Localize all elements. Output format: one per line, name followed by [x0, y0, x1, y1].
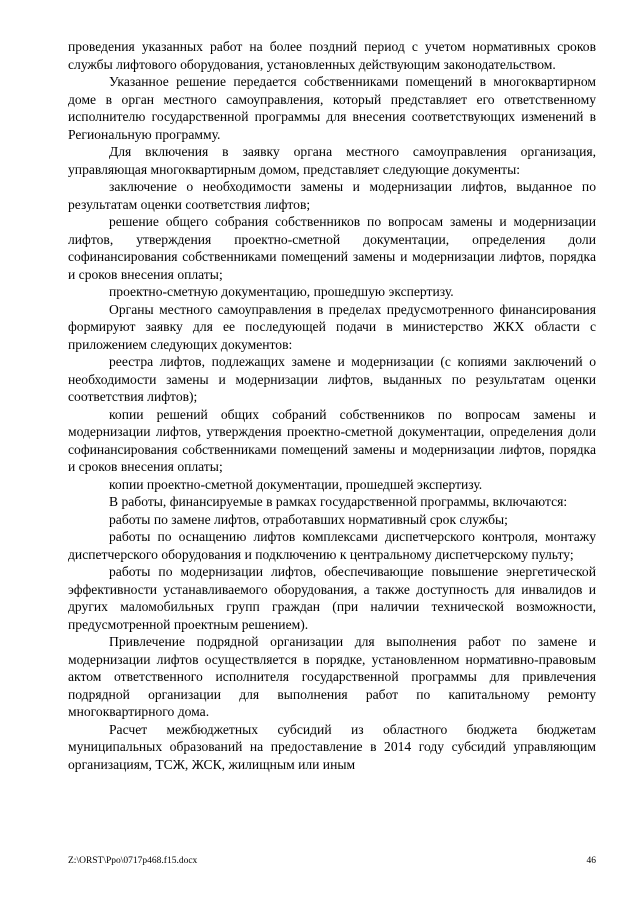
paragraph: В работы, финансируемые в рамках государственной программы, включаются: — [109, 494, 568, 509]
paragraph: работы по замене лифтов, отработавших нормативный срок службы; — [109, 511, 508, 527]
document-body — [68, 38, 596, 773]
paragraph: решение общего собрания собственников по вопросам замены и модернизации лифтов, утверждения проектно-сметной документации, определения доли софинансирования собственниками помещений замены и модернизации лифтов, порядка и сроков внесения оплаты; — [68, 214, 596, 282]
page-footer — [68, 855, 596, 867]
paragraph: Привлечение подрядной организации для выполнения работ по замене и модернизации лифтов осуществляется в порядке, установленном нормативно-правовым актом ответственного исполнителя государственной программы для привлечения подрядной организации для выполнения работ по капитальному ремонту многоквартирного дома. — [68, 634, 596, 719]
paragraph: Расчет межбюджетных субсидий из областного бюджета бюджетам муниципальных образований на предоставление в 2014 году субсидий управляющим организациям, ТСЖ, ЖСК, жилищным или иным — [68, 721, 596, 772]
paragraph: проведения указанных работ на более поздний период с учетом нормативных сроков службы лифтового оборудования, установленных действующим законодательством. — [68, 39, 596, 72]
paragraph: работы по модернизации лифтов, обеспечивающие повышение энергетической эффективности устанавливаемого оборудования, а также доступность для инвалидов и других маломобильных групп граждан (при наличии технической возможности, предусмотренной проектным решением). — [68, 564, 596, 632]
paragraph: Органы местного самоуправления в пределах предусмотренного финансирования формируют заявку для ее последующей подачи в министерство ЖКХ области с приложением следующих документов: — [68, 301, 596, 352]
paragraph: реестра лифтов, подлежащих замене и модернизации (с копиями заключений о необходимости замены и модернизации лифтов, выданных по результатам оценки соответствия лифтов); — [68, 354, 596, 404]
paragraph: Для включения в заявку органа местного самоуправления организация, управляющая многоквартирным домом, представляет следующие документы: — [68, 144, 596, 177]
paragraph: заключение о необходимости замены и модернизации лифтов, выданное по результатам оценки соответствия лифтов; — [68, 179, 596, 212]
paragraph: работы по оснащению лифтов комплексами диспетчерского контроля, монтажу диспетчерского оборудования и подключению к центральному диспетчерскому пульту; — [68, 529, 596, 562]
paragraph: копии проектно-сметной документации, прошедшей экспертизу. — [109, 476, 483, 492]
paragraph: Указанное решение передается собственниками помещений в многоквартирном доме в орган местного самоуправления, который представляет его ответственному исполнителю государственной программы для внесения соответствующих изменений в Региональную программу. — [68, 74, 596, 142]
paragraph: проектно-сметную документацию, прошедшую экспертизу. — [109, 284, 454, 299]
page-number: 46 — [586, 856, 596, 866]
paragraph: копии решений общих собраний собственников по вопросам замены и модернизации лифтов, утверждения проектно-сметной документации, определения доли софинансирования собственниками помещений замены и модернизации лифтов, порядка и сроков внесения оплаты; — [68, 406, 596, 474]
file-path: Z:\ORST\Ppo\0717p468.f15.docx — [68, 856, 198, 866]
